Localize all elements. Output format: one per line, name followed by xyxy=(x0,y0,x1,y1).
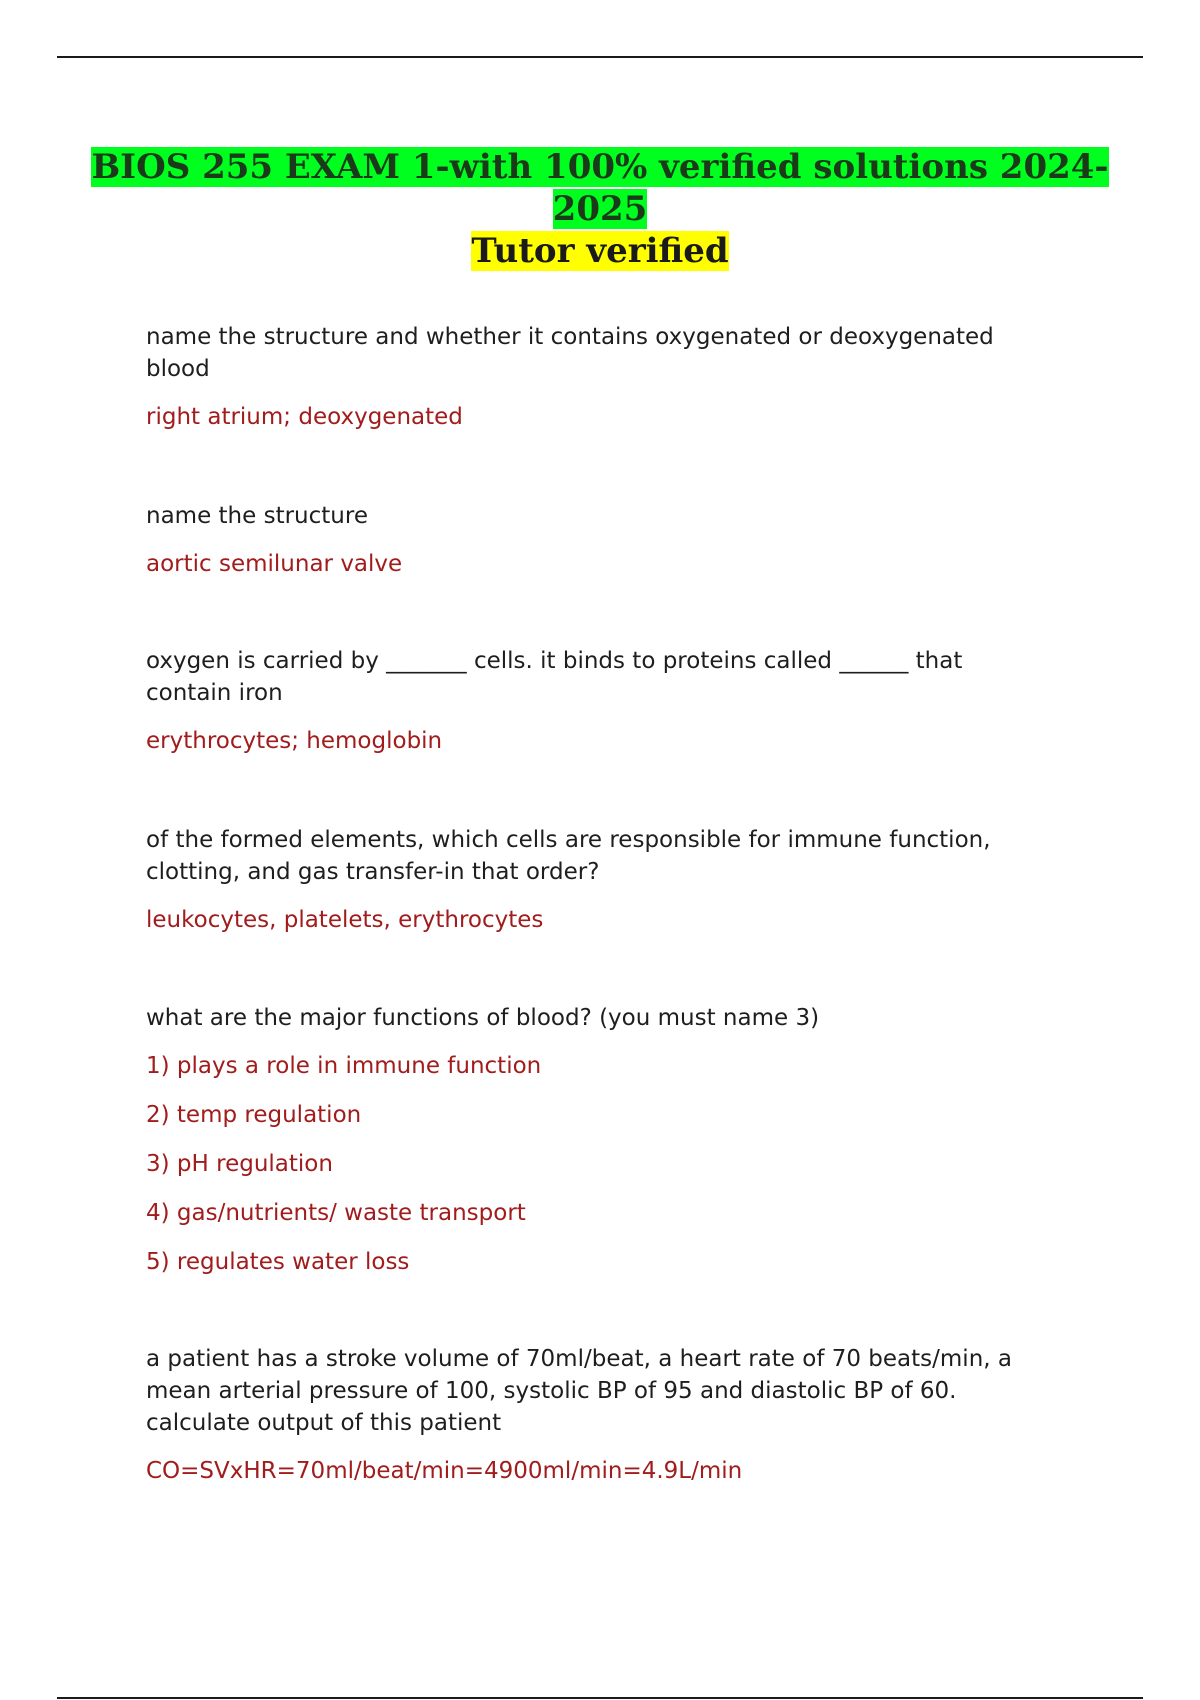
answer-text: aortic semilunar valve xyxy=(146,551,403,577)
qa-item-4 xyxy=(146,824,1046,936)
qa-item-2 xyxy=(146,500,1046,580)
question-text: name the structure xyxy=(146,503,368,529)
qa-item-6 xyxy=(146,1343,1046,1487)
list-item: 4) gas/nutrients/ waste transport xyxy=(146,1200,526,1226)
question-text: of the formed elements, which cells are responsible for immune function, clotting, and gas transfer-in that order? xyxy=(146,827,991,885)
document-header xyxy=(57,146,1143,272)
document-title: BIOS 255 EXAM 1-with 100% verified solutions 2024-2025 xyxy=(91,147,1109,229)
qa-item-1 xyxy=(146,321,1046,433)
answer-text: erythrocytes; hemoglobin xyxy=(146,728,443,754)
question-text: oxygen is carried by _______ cells. it binds to proteins called ______ that contain iron xyxy=(146,648,963,706)
answer-list xyxy=(146,1050,1046,1278)
question-text: name the structure and whether it contains oxygenated or deoxygenated blood xyxy=(146,324,994,382)
qa-item-3 xyxy=(146,645,1046,757)
answer-text: leukocytes, platelets, erythrocytes xyxy=(146,907,544,933)
list-item: 2) temp regulation xyxy=(146,1102,362,1128)
list-item: 5) regulates water loss xyxy=(146,1249,410,1275)
document-subtitle: Tutor verified xyxy=(471,231,729,271)
bottom-rule xyxy=(57,1697,1143,1699)
top-rule xyxy=(57,56,1143,58)
list-item: 1) plays a role in immune function xyxy=(146,1053,542,1079)
list-item: 3) pH regulation xyxy=(146,1151,333,1177)
question-text: what are the major functions of blood? (you must name 3) xyxy=(146,1005,820,1031)
qa-item-5 xyxy=(146,1002,1046,1295)
answer-text: CO=SVxHR=70ml/beat/min=4900ml/min=4.9L/min xyxy=(146,1458,743,1484)
answer-text: right atrium; deoxygenated xyxy=(146,404,463,430)
question-text: a patient has a stroke volume of 70ml/beat, a heart rate of 70 beats/min, a mean arterial pressure of 100, systolic BP of 95 and diastolic BP of 60. calculate output of this patient xyxy=(146,1346,1012,1436)
